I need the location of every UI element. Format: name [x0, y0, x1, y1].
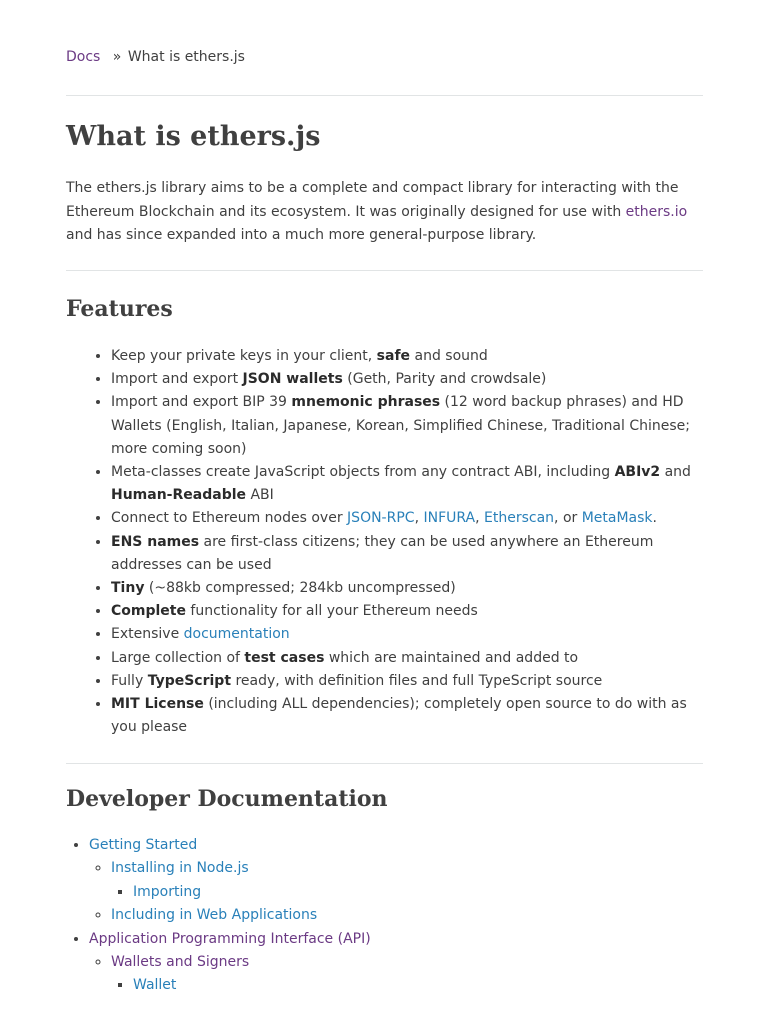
breadcrumb-separator: »: [112, 49, 122, 65]
feature-bold: ABIv2: [614, 464, 661, 481]
toc-installing-node-link[interactable]: Installing in Node.js: [111, 860, 249, 877]
list-item: [111, 507, 698, 530]
feature-text: , or: [554, 510, 582, 527]
toc-item: [111, 904, 371, 927]
feature-bold: mnemonic phrases: [291, 394, 441, 411]
feature-text: (including ALL dependencies); completely open source to do with as you please: [111, 696, 687, 736]
list-item: [111, 368, 698, 391]
toc-sublist: [89, 857, 371, 927]
intro-text: The ethers.js library aims to be a complete and compact library for interacting with the Ethereum Blockchain and its ecosystem. It was originally designed for use with: [66, 180, 679, 220]
breadcrumb-current: What is ethers.js: [127, 49, 245, 65]
feature-text: ,: [414, 510, 424, 527]
toc-item: [133, 974, 371, 997]
toc-getting-started-link[interactable]: Getting Started: [89, 837, 198, 853]
list-item: [111, 623, 698, 646]
toc-wallets-signers-link[interactable]: Wallets and Signers: [111, 954, 250, 971]
feature-text: Extensive: [111, 626, 184, 643]
feature-text: and sound: [410, 348, 488, 364]
list-item: [111, 577, 698, 600]
toc-importing-link[interactable]: Importing: [133, 883, 202, 900]
breadcrumb-docs-link[interactable]: Docs: [66, 49, 101, 65]
feature-text: ,: [475, 510, 485, 527]
features-list: [88, 345, 698, 739]
toc-sublist: [111, 881, 371, 904]
toc-item: [133, 881, 371, 904]
feature-text: Keep your private keys in your client,: [111, 348, 377, 364]
feature-text: are first-class citizens; they can be used anywhere an Ethereum addresses can be used: [111, 533, 654, 573]
features-heading: Features: [66, 296, 173, 322]
feature-text: .: [652, 510, 657, 527]
feature-text: which are maintained and added to: [324, 649, 579, 666]
feature-text: Meta-classes create JavaScript objects from any contract ABI, including: [111, 464, 615, 481]
feature-bold: safe: [376, 348, 411, 364]
intro-text: and has since expanded into a much more general-purpose library.: [66, 227, 537, 243]
toc-api-link[interactable]: Application Programming Interface (API): [89, 930, 371, 947]
list-item: [111, 345, 698, 368]
feature-bold: ENS names: [111, 533, 200, 550]
toc-item: [111, 857, 371, 904]
divider: [66, 763, 703, 764]
docs-toc: [66, 834, 371, 998]
list-item: [111, 600, 698, 623]
feature-text: functionality for all your Ethereum needs: [185, 603, 478, 620]
toc-item: [89, 928, 371, 998]
feature-text: ABI: [246, 487, 274, 504]
feature-text: ready, with definition files and full TypeScript source: [231, 672, 603, 689]
feature-bold: test cases: [244, 649, 325, 666]
list-item: [111, 693, 698, 739]
toc-item: [89, 834, 371, 928]
list-item: [111, 670, 698, 693]
feature-bold: TypeScript: [147, 672, 232, 689]
toc-item: [111, 951, 371, 998]
divider: [66, 95, 703, 96]
feature-text: Import and export BIP 39: [111, 394, 292, 411]
feature-bold: JSON wallets: [242, 371, 343, 388]
divider: [66, 270, 703, 271]
feature-text: Fully: [111, 672, 148, 689]
page-title: What is ethers.js: [66, 121, 321, 152]
feature-text: (~88kb compressed; 284kb uncompressed): [144, 580, 456, 597]
toc-including-web-link[interactable]: Including in Web Applications: [111, 907, 318, 924]
toc-sublist: [111, 974, 371, 997]
metamask-link[interactable]: MetaMask: [581, 510, 653, 527]
json-rpc-link[interactable]: JSON-RPC: [347, 510, 415, 527]
list-item: [111, 391, 698, 461]
feature-text: and: [660, 464, 691, 481]
feature-bold: Human-Readable: [111, 487, 247, 504]
feature-text: (Geth, Parity and crowdsale): [342, 371, 547, 388]
feature-bold: Complete: [111, 603, 186, 620]
intro-paragraph: [66, 177, 706, 248]
list-item: [111, 461, 698, 507]
toc-sublist: [89, 951, 371, 998]
feature-bold: MIT License: [111, 696, 204, 713]
list-item: [111, 647, 698, 670]
developer-docs-heading: Developer Documentation: [66, 786, 388, 812]
feature-text: Connect to Ethereum nodes over: [111, 510, 348, 527]
list-item: [111, 531, 698, 577]
feature-text: Import and export: [111, 371, 243, 388]
toc-wallet-link[interactable]: Wallet: [133, 977, 177, 994]
feature-bold: Tiny: [111, 580, 145, 597]
feature-text: Large collection of: [111, 649, 245, 666]
documentation-link[interactable]: documentation: [183, 626, 290, 643]
infura-link[interactable]: INFURA: [423, 510, 476, 527]
etherscan-link[interactable]: Etherscan: [484, 510, 555, 527]
breadcrumb: [66, 47, 245, 67]
ethers-io-link[interactable]: ethers.io: [625, 203, 688, 220]
feature-text: (12 word backup phrases) and HD Wallets (English, Italian, Japanese, Korean, Simplified Chinese, Traditional Chinese; more coming soon): [111, 394, 690, 457]
